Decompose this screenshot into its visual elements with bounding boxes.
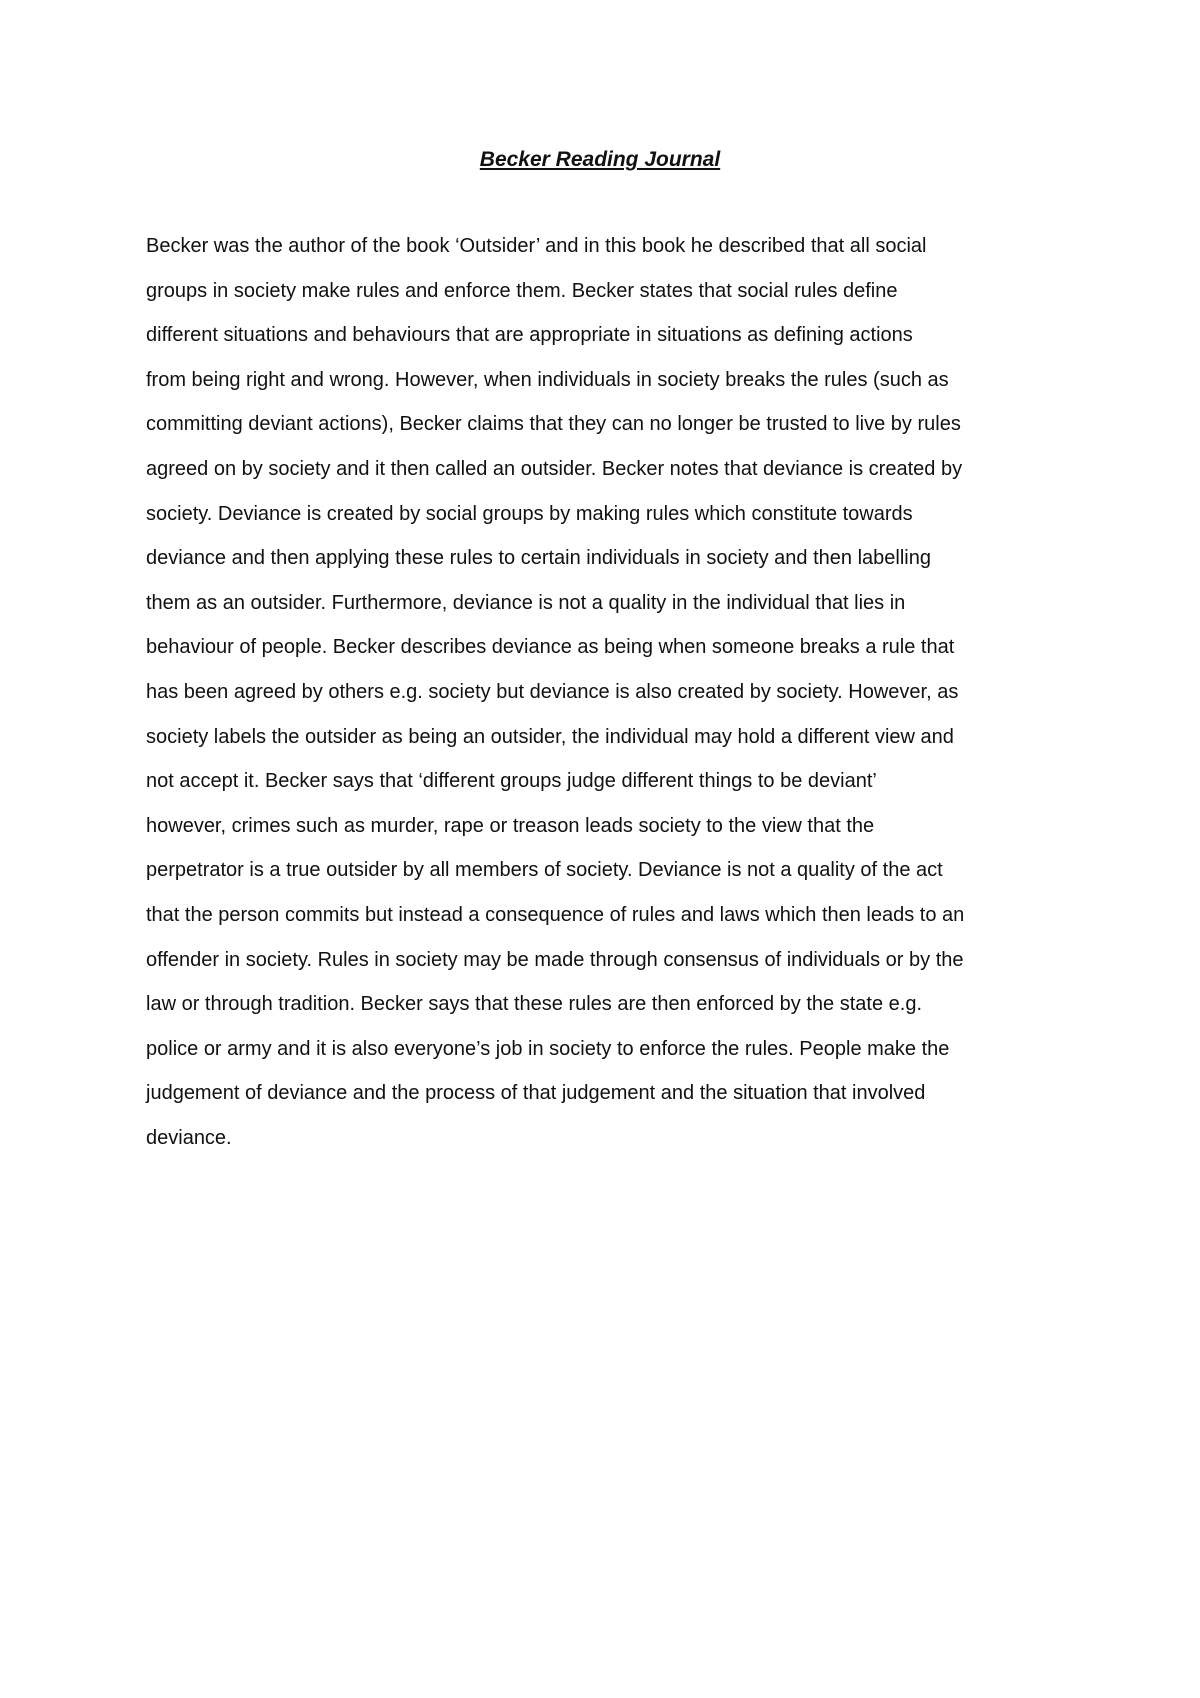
body-line: that the person commits but instead a consequence of rules and laws which then leads to an — [146, 903, 965, 926]
body-line: behaviour of people. Becker describes deviance as being when someone breaks a rule that — [146, 636, 955, 659]
document-body — [146, 234, 1076, 1170]
body-line: society labels the outsider as being an outsider, the individual may hold a different view and — [146, 725, 954, 748]
document-title: Becker Reading Journal — [479, 148, 721, 171]
body-line: society. Deviance is created by social groups by making rules which constitute towards — [146, 502, 913, 525]
body-line: committing deviant actions), Becker claims that they can no longer be trusted to live by rules — [146, 413, 961, 436]
body-line: judgement of deviance and the process of that judgement and the situation that involved — [146, 1082, 926, 1105]
body-line: offender in society. Rules in society may be made through consensus of individuals or by the — [146, 948, 964, 971]
body-line: has been agreed by others e.g. society but deviance is also created by society. However, as — [146, 680, 959, 703]
body-line: them as an outsider. Furthermore, deviance is not a quality in the individual that lies in — [146, 591, 906, 614]
body-line: groups in society make rules and enforce them. Becker states that social rules define — [146, 279, 898, 302]
body-line: agreed on by society and it then called an outsider. Becker notes that deviance is created by — [146, 457, 963, 480]
body-line: perpetrator is a true outsider by all members of society. Deviance is not a quality of the act — [146, 859, 943, 882]
body-line: not accept it. Becker says that ‘different groups judge different things to be deviant’ — [146, 770, 877, 793]
body-line: from being right and wrong. However, when individuals in society breaks the rules (such as — [146, 368, 949, 391]
body-line: Becker was the author of the book ‘Outsider’ and in this book he described that all social — [146, 235, 927, 257]
body-line: deviance. — [146, 1126, 232, 1149]
body-line: deviance and then applying these rules to certain individuals in society and then labelling — [146, 547, 931, 570]
body-line: police or army and it is also everyone’s job in society to enforce the rules. People make the — [146, 1037, 950, 1060]
body-line: however, crimes such as murder, rape or treason leads society to the view that the — [146, 814, 875, 837]
body-line: different situations and behaviours that are appropriate in situations as defining actions — [146, 324, 913, 347]
body-line: law or through tradition. Becker says that these rules are then enforced by the state e.g. — [146, 993, 922, 1016]
